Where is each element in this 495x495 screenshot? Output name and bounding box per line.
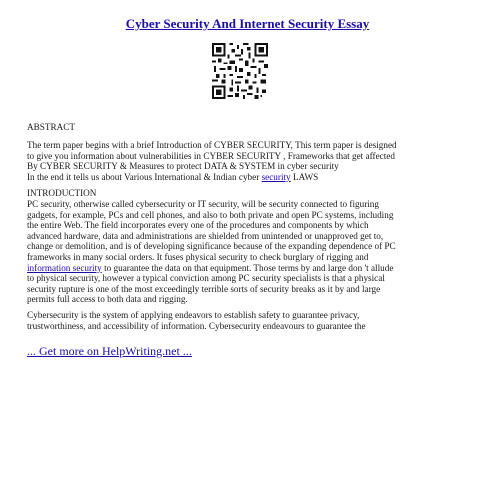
para3-line: Cybersecurity is the system of applying endeavors to establish safety to guarantee privacy, [27,310,360,320]
essay-title-link[interactable]: Cyber Security And Internet Security Essay [125,16,370,31]
abstract-line [27,172,472,183]
intro-line: permits full access to both data and rigging. [27,294,188,305]
intro-line: the entire Web. The field incorporates every one of the procedures and components by which [27,220,369,231]
introduction-heading: INTRODUCTION [27,188,97,198]
security-link[interactable]: security [261,171,291,182]
abstract-line: The term paper begins with a brief Introduction of CYBER SECURITY, This term paper is designed [27,140,397,150]
intro-line: security rupture is one of the most exceedingly terrible sorts of security breaks as it by and large [27,283,381,294]
abstract-paragraph [27,140,472,182]
intro-line: to physical security, however a typical conviction among PC security specialists is that a physical [27,273,385,284]
qr-code-icon [212,43,268,99]
para3-line: trustworthiness, and accessibility of information. Cybersecurity endeavours to guarantee the [27,320,366,331]
intro-line: gadgets, for example, PCs and cell phones, and also to both private and open PC systems, including [27,209,394,220]
intro-line: change or demolition, and is of developing significance because of the expanding dependence of PC [27,241,396,252]
intro-line: PC security, otherwise called cybersecurity or IT security, will be security connected to figuring [27,199,379,209]
abstract-line: By CYBER SECURITY & Measures to protect DATA & SYSTEM in cyber security [27,161,339,172]
intro-line [27,263,472,274]
intro-line: frameworks in many social orders. It fuses physical security to check burglary of rigging and [27,251,369,262]
abstract-line: to give you information about vulnerabilities in CYBER SECURITY , Frameworks that get affected [27,150,395,161]
introduction-paragraph [27,199,472,305]
get-more-link[interactable]: ... Get more on HelpWriting.net ... [27,344,192,358]
cybersecurity-paragraph [27,310,472,331]
intro-line: advanced hardware, data and administrations are shielded from unintended or unapproved get to, [27,230,384,241]
abstract-heading: ABSTRACT [27,122,75,132]
intro-after-link: to guarantee the data on that equipment. Those terms by and large don 't allude [101,262,394,273]
information-security-link[interactable]: information security [27,262,102,273]
abstract-last-pre: In the end it tells us about Various International & Indian cyber [27,171,262,182]
abstract-last-post: LAWS [290,171,319,182]
